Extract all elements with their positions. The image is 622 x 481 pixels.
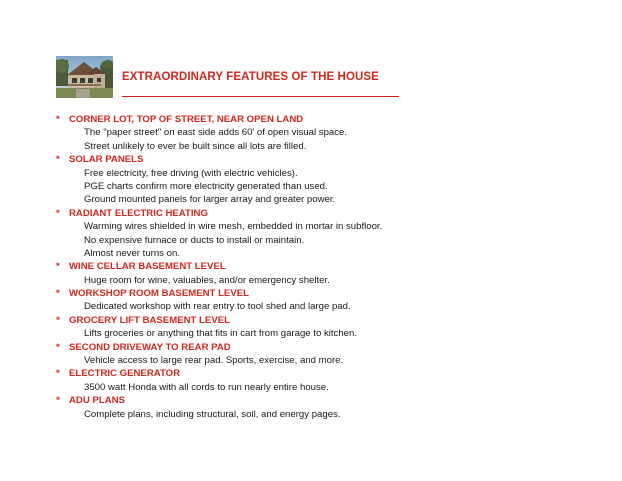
feature-item bbox=[56, 394, 576, 421]
title-underline bbox=[122, 96, 399, 97]
feature-item bbox=[56, 207, 576, 261]
feature-item bbox=[56, 341, 576, 368]
feature-list bbox=[56, 113, 576, 421]
feature-heading bbox=[56, 367, 576, 380]
feature-heading bbox=[56, 113, 576, 126]
feature-detail: Complete plans, including structural, soil, and energy pages. bbox=[84, 408, 341, 420]
feature-detail: The "paper street" on east side adds 60' of open visual space. bbox=[84, 127, 348, 139]
feature-item bbox=[56, 314, 576, 341]
feature-item bbox=[56, 260, 576, 287]
feature-detail: Vehicle access to large rear pad. Sports, exercise, and more. bbox=[84, 355, 344, 367]
feature-heading bbox=[56, 287, 576, 300]
feature-detail: Almost never turns on. bbox=[84, 247, 180, 259]
bullet-asterisk-icon: * bbox=[56, 154, 60, 166]
feature-heading-text: WORKSHOP ROOM BASEMENT LEVEL bbox=[69, 288, 249, 300]
bullet-asterisk-icon: * bbox=[56, 341, 60, 353]
bullet-asterisk-icon: * bbox=[56, 368, 60, 380]
bullet-asterisk-icon: * bbox=[56, 114, 60, 125]
feature-detail: PGE charts confirm more electricity generated than used. bbox=[84, 180, 328, 192]
feature-heading-text: SECOND DRIVEWAY TO REAR PAD bbox=[69, 341, 231, 353]
bullet-asterisk-icon: * bbox=[56, 261, 60, 273]
feature-item bbox=[56, 287, 576, 314]
feature-heading bbox=[56, 394, 576, 407]
feature-heading bbox=[56, 207, 576, 220]
feature-heading-text: SOLAR PANELS bbox=[69, 154, 144, 166]
feature-heading bbox=[56, 314, 576, 327]
feature-heading-text: ADU PLANS bbox=[69, 395, 125, 407]
feature-heading-text: CORNER LOT, TOP OF STREET, NEAR OPEN LAND bbox=[69, 114, 304, 125]
bullet-asterisk-icon: * bbox=[56, 207, 60, 219]
feature-detail: Lifts groceries or anything that fits in cart from garage to kitchen. bbox=[84, 328, 358, 340]
feature-detail: No expensive furnace or ducts to install or maintain. bbox=[84, 234, 305, 246]
feature-heading-text: GROCERY LIFT BASEMENT LEVEL bbox=[69, 314, 230, 326]
feature-detail: Free electricity, free driving (with electric vehicles). bbox=[84, 167, 298, 179]
feature-heading-text: RADIANT ELECTRIC HEATING bbox=[69, 207, 208, 219]
feature-detail: Street unlikely to ever be built since all lots are filled. bbox=[84, 140, 307, 152]
bullet-asterisk-icon: * bbox=[56, 288, 60, 300]
feature-heading bbox=[56, 153, 576, 166]
feature-heading bbox=[56, 260, 576, 273]
bullet-asterisk-icon: * bbox=[56, 314, 60, 326]
feature-detail: 3500 watt Honda with all cords to run nearly entire house. bbox=[84, 381, 329, 393]
feature-detail: Warming wires shielded in wire mesh, embedded in mortar in subfloor. bbox=[84, 221, 383, 233]
page-header bbox=[56, 56, 401, 98]
feature-heading-text: WINE CELLAR BASEMENT LEVEL bbox=[69, 261, 226, 273]
feature-detail: Ground mounted panels for larger array and greater power. bbox=[84, 194, 336, 206]
feature-heading-text: ELECTRIC GENERATOR bbox=[69, 368, 181, 380]
feature-item bbox=[56, 367, 576, 394]
feature-detail: Dedicated workshop with rear entry to tool shed and large pad. bbox=[84, 301, 351, 313]
feature-item bbox=[56, 153, 576, 207]
feature-heading bbox=[56, 341, 576, 354]
bullet-asterisk-icon: * bbox=[56, 395, 60, 407]
feature-detail: Huge room for wine, valuables, and/or emergency shelter. bbox=[84, 274, 330, 286]
house-photo bbox=[56, 56, 113, 98]
page-title: EXTRAORDINARY FEATURES OF THE HOUSE bbox=[122, 71, 379, 83]
feature-item bbox=[56, 113, 576, 153]
